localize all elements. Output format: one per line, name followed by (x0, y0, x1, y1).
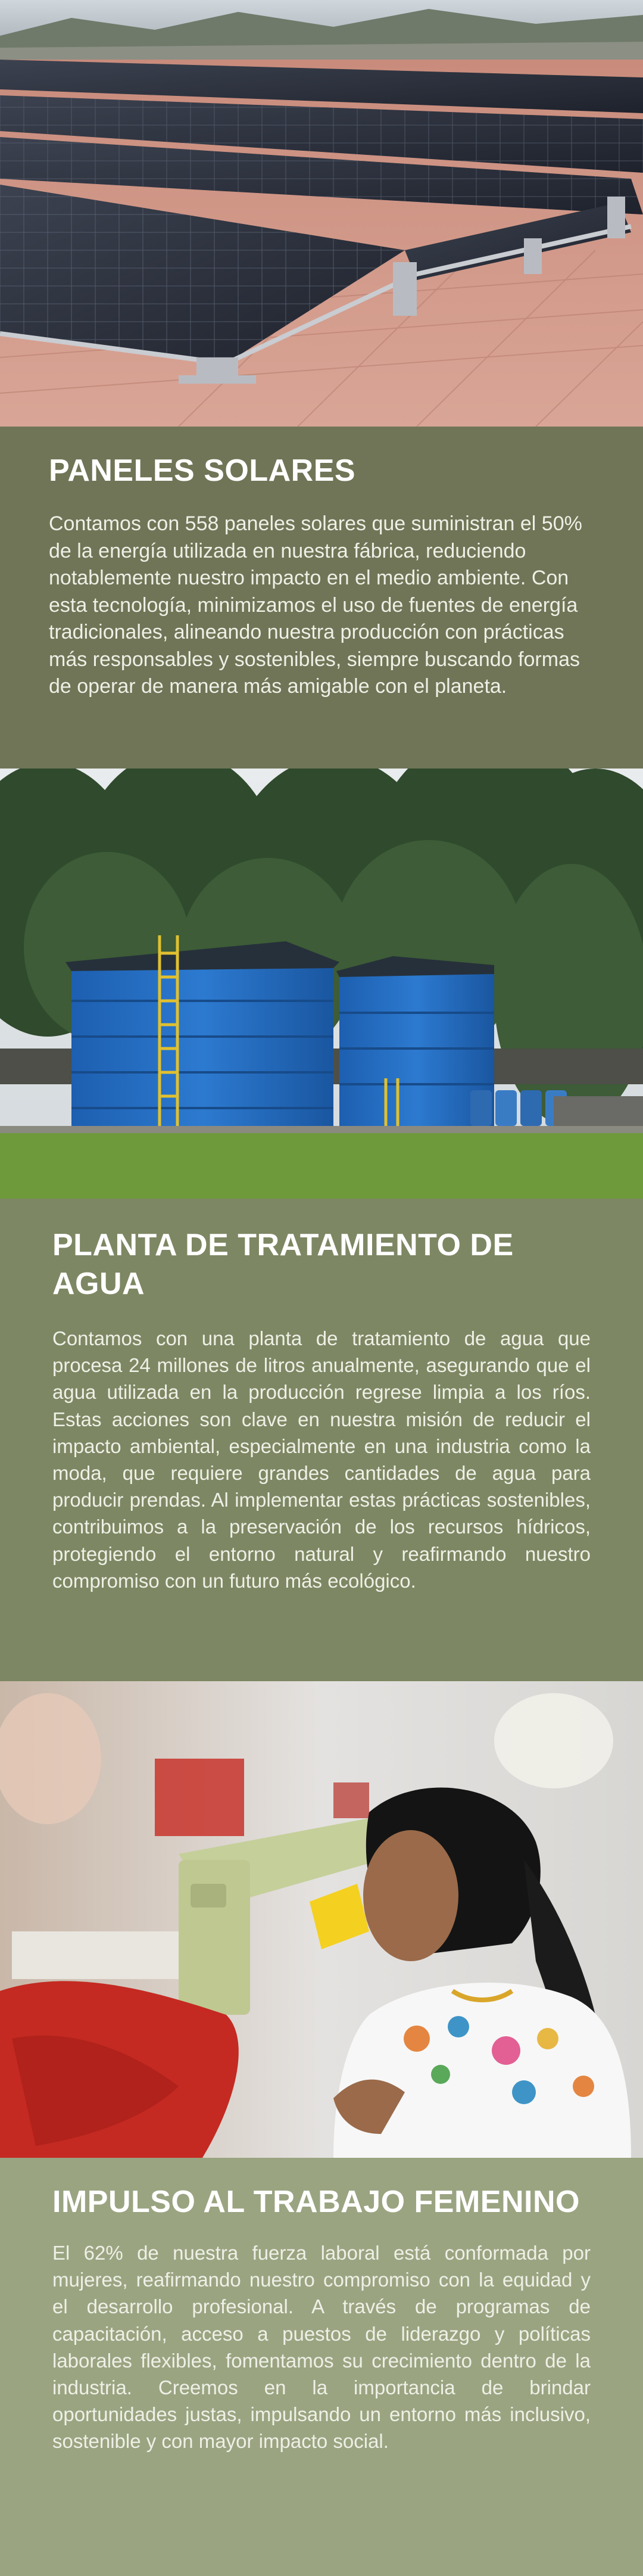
women-work-description: El 62% de nuestra fuerza laboral está conformada por mujeres, reafirmando nuestro compromiso con la equidad y el desarrollo profesional. A través de programas de capacitación, acceso a puestos de liderazgo y políticas laborales flexibles, fomentamos su crecimiento dentro de la industria. Creemos en la importancia de brindar oportunidades justas, impulsando un entorno más inclusivo, sostenible y con mayor impacto social. (52, 2242, 591, 2453)
solar-panels-heading: PANELES SOLARES (49, 453, 356, 488)
women-sewing-photo (0, 1681, 643, 2158)
water-treatment-heading: PLANTA DE TRATAMIENTO DE AGUA (52, 1228, 514, 1301)
water-treatment-photo (0, 769, 643, 1199)
water-treatment-illustration (0, 769, 643, 1199)
solar-panels-photo (0, 0, 643, 427)
women-work-heading: IMPULSO AL TRABAJO FEMENINO (52, 2185, 580, 2219)
solar-panels-illustration (0, 0, 643, 427)
water-treatment-description: Contamos con una planta de tratamiento de agua que procesa 24 millones de litros anualmente, asegurando que el agua utilizada en la producción regrese limpia a los ríos. Estas acciones son clave en nuestra misión de reducir el impacto ambiental, especialmente en una industria como la moda, que requiere grandes cantidades de agua para producir prendas. Al implementar estas prácticas sostenibles, contribuimos a la preservación de los recursos hídricos, protegiendo el entorno natural y reafirmando nuestro compromiso con un futuro más ecológico. (52, 1327, 591, 1592)
water-treatment-section (0, 1199, 643, 1681)
women-work-section (0, 2158, 643, 2576)
women-sewing-illustration (0, 1681, 643, 2158)
solar-panels-section (0, 427, 643, 769)
solar-panels-description: Contamos con 558 paneles solares que suministran el 50% de la energía utilizada en nuestra fábrica, reduciendo notablemente nuestro impacto en el medio ambiente. Con esta tecnología, minimizamos el uso de fuentes de energía tradicionales, alineando nuestra producción con prácticas más responsables y sostenibles, siempre buscando formas de operar de manera más amigable con el planeta. (49, 512, 582, 698)
